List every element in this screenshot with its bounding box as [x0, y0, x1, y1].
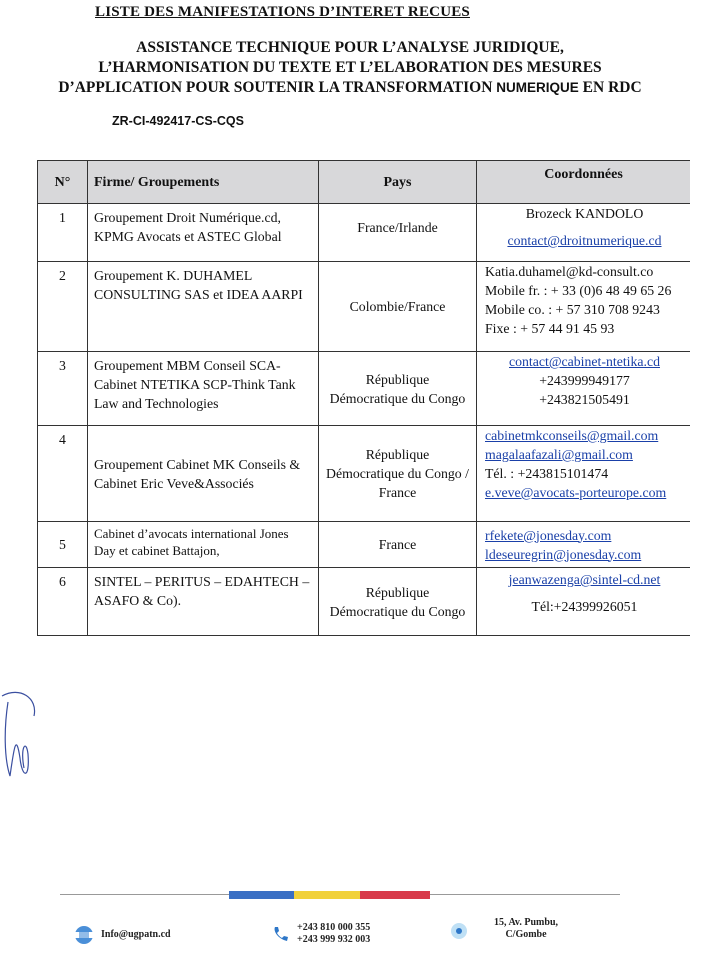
row-country: République Démocratique du Congo	[319, 568, 477, 636]
footer-email: Info@ugpatn.cd	[101, 929, 171, 940]
row-country: République Démocratique du Congo	[319, 352, 477, 426]
contact-phone: Tél:+24399926051	[531, 599, 638, 614]
document-heading: LISTE DES MANIFESTATIONS D’INTERET RECUES	[95, 4, 470, 20]
table-header-row	[38, 161, 691, 204]
table-row	[38, 204, 691, 262]
contact-email-link[interactable]: magalaafazali@gmail.com	[485, 447, 633, 462]
title-line-2: L’HARMONISATION DU TEXTE ET L’ELABORATION DES MESURES	[98, 59, 602, 76]
table-row	[38, 352, 691, 426]
row-firm: Groupement Cabinet MK Conseils & Cabinet Eric Veve&Associés	[88, 426, 319, 522]
contact-email-link[interactable]: cabinetmkconseils@gmail.com	[485, 428, 659, 443]
row-num: 3	[38, 352, 88, 426]
contact-phone: Tél. : +243815101474	[485, 466, 609, 481]
row-contact	[477, 426, 691, 522]
row-firm: Groupement MBM Conseil SCA- Cabinet NTETIKA SCP-Think Tank Law and Technologies	[88, 352, 319, 426]
flag-bar-blue	[229, 891, 294, 899]
phone-icon	[272, 925, 290, 943]
footer-phones	[297, 922, 370, 946]
location-pin-icon	[450, 920, 468, 942]
reference-number: ZR-CI-492417-CS-CQS	[112, 114, 244, 128]
contact-phone: +243821505491	[539, 392, 630, 407]
email-icon	[72, 925, 96, 945]
flag-bar-red	[360, 891, 430, 899]
row-country: République Démocratique du Congo / France	[319, 426, 477, 522]
row-contact	[477, 204, 691, 262]
row-num: 6	[38, 568, 88, 636]
footer-phone-1: +243 810 000 355	[297, 922, 371, 933]
contact-fixe: Fixe : + 57 44 91 45 93	[485, 321, 615, 336]
row-num: 5	[38, 522, 88, 568]
contact-phone: +243999949177	[539, 373, 630, 388]
handwritten-signature-icon	[0, 688, 50, 798]
contact-mobile-fr: Mobile fr. : + 33 (0)6 48 49 65 26	[485, 283, 672, 298]
row-firm: SINTEL – PERITUS – EDAHTECH – ASAFO & Co).	[88, 568, 319, 636]
header-num: N°	[38, 161, 88, 204]
table-row	[38, 262, 691, 352]
row-country: France/Irlande	[319, 204, 477, 262]
header-contact: Coordonnées	[477, 161, 691, 204]
title-line-3a: D’APPLICATION POUR SOUTENIR LA TRANSFORMATION	[58, 79, 497, 96]
contact-email-link[interactable]: rfekete@jonesday.com	[485, 527, 612, 543]
table-row	[38, 522, 691, 568]
header-country: Pays	[319, 161, 477, 204]
row-firm: Groupement K. DUHAMEL CONSULTING SAS et IDEA AARPI	[88, 262, 319, 352]
row-num: 4	[38, 426, 88, 522]
title-line-3c: EN RDC	[578, 79, 642, 96]
contact-email-link[interactable]: ldeseuregrin@jonesday.com	[485, 546, 642, 562]
manifestations-table	[37, 160, 690, 636]
row-num: 2	[38, 262, 88, 352]
row-contact	[477, 352, 691, 426]
contact-email: Katia.duhamel@kd-consult.co	[485, 264, 654, 279]
footer-address-line-2: C/Gombe	[505, 929, 547, 940]
contact-email-link[interactable]: e.veve@avocats-porteurope.com	[485, 485, 667, 500]
title-line-3b: NUMERIQUE	[496, 80, 579, 95]
row-firm: Groupement Droit Numérique.cd, KPMG Avocats et ASTEC Global	[88, 204, 319, 262]
title-line-1: ASSISTANCE TECHNIQUE POUR L’ANALYSE JURIDIQUE,	[136, 39, 564, 56]
contact-email-link[interactable]: contact@cabinet-ntetika.cd	[509, 354, 660, 369]
row-country: Colombie/France	[319, 262, 477, 352]
document-title	[30, 38, 670, 98]
footer-phone-2: +243 999 932 003	[297, 934, 371, 945]
contact-mobile-co: Mobile co. : + 57 310 708 9243	[485, 302, 660, 317]
footer-address	[494, 917, 558, 941]
header-firm: Firme/ Groupements	[88, 161, 319, 204]
row-num: 1	[38, 204, 88, 262]
table-row	[38, 568, 691, 636]
row-contact	[477, 522, 691, 568]
contact-email-link[interactable]: jeanwazenga@sintel-cd.net	[508, 572, 661, 587]
table-row	[38, 426, 691, 522]
row-contact	[477, 568, 691, 636]
title-line-3	[30, 78, 670, 98]
row-contact	[477, 262, 691, 352]
contact-name: Brozeck KANDOLO	[525, 206, 644, 221]
row-country: France	[319, 522, 477, 568]
flag-bar-yellow	[294, 891, 360, 899]
contact-email-link[interactable]: contact@droitnumerique.cd	[507, 233, 662, 248]
footer-address-line-1: 15, Av. Pumbu,	[494, 917, 558, 928]
row-firm: Cabinet d’avocats international Jones Day et cabinet Battajon,	[88, 522, 319, 568]
